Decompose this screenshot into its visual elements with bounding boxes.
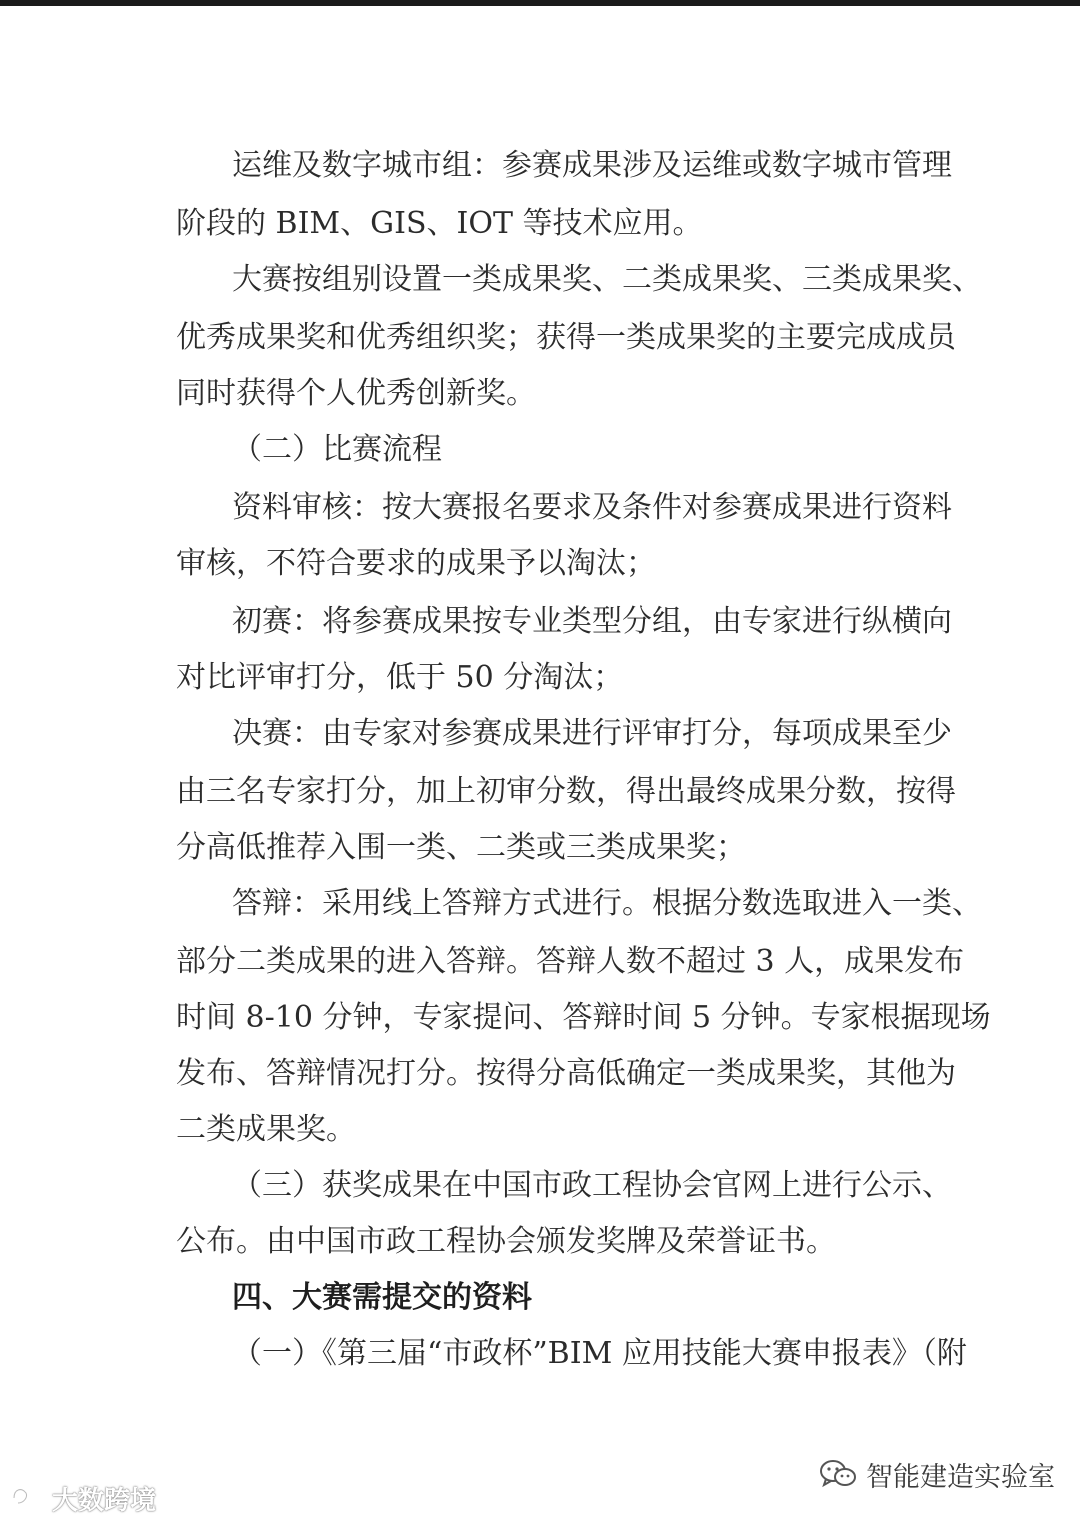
text-line-2: 阶段的 BIM、GIS、IOT 等技术应用。 [176,206,703,241]
text-line-13: 分高低推荐入围一类、二类或三类成果奖； [176,830,746,865]
text-line-19: （三）获奖成果在中国市政工程协会官网上进行公示、 [232,1168,952,1203]
text-line-22: （一）《第三届“市政杯”BIM 应用技能大赛申报表》（附 [232,1336,967,1371]
text-line-3: 大赛按组别设置一类成果奖、二类成果奖、三类成果奖、 [232,262,982,297]
text-line-8: 审核，不符合要求的成果予以淘汰； [176,546,656,581]
text-line-4: 优秀成果奖和优秀组织奖；获得一类成果奖的主要完成成员 [176,320,956,355]
text-line-12: 由三名专家打分，加上初审分数，得出最终成果分数，按得 [176,774,956,809]
text-line-16: 时间 8-10 分钟，专家提问、答辩时间 5 分钟。专家根据现场 [176,1000,991,1035]
text-line-10: 对比评审打分，低于 50 分淘汰； [176,660,624,695]
watermark-left [10,1480,156,1516]
section-heading-process: （二）比赛流程 [232,432,442,467]
watermark-right-text: 智能建造实验室 [866,1461,1055,1493]
watermark-right [818,1452,1055,1496]
text-line-15: 部分二类成果的进入答辩。答辩人数不超过 3 人，成果发布 [176,944,965,979]
text-line-18: 二类成果奖。 [176,1112,356,1147]
text-line-14: 答辩：采用线上答辩方式进行。根据分数选取进入一类、 [232,886,982,921]
text-line-5: 同时获得个人优秀创新奖。 [176,376,536,411]
text-line-17: 发布、答辩情况打分。按得分高低确定一类成果奖，其他为 [176,1056,956,1091]
text-line-20: 公布。由中国市政工程协会颁发奖牌及荣誉证书。 [176,1224,836,1259]
text-line-9: 初赛：将参赛成果按专业类型分组，由专家进行纵横向 [232,604,952,639]
text-line-7: 资料审核：按大赛报名要求及条件对参赛成果进行资料 [232,490,952,525]
section-heading-submission: 四、大赛需提交的资料 [232,1280,532,1315]
brand-logo-icon [10,1483,48,1513]
wechat-icon [818,1457,858,1491]
text-line-1: 运维及数字城市组：参赛成果涉及运维或数字城市管理 [232,148,952,183]
text-line-11: 决赛：由专家对参赛成果进行评审打分，每项成果至少 [232,716,952,751]
watermark-left-text: 大数跨境 [52,1485,157,1516]
